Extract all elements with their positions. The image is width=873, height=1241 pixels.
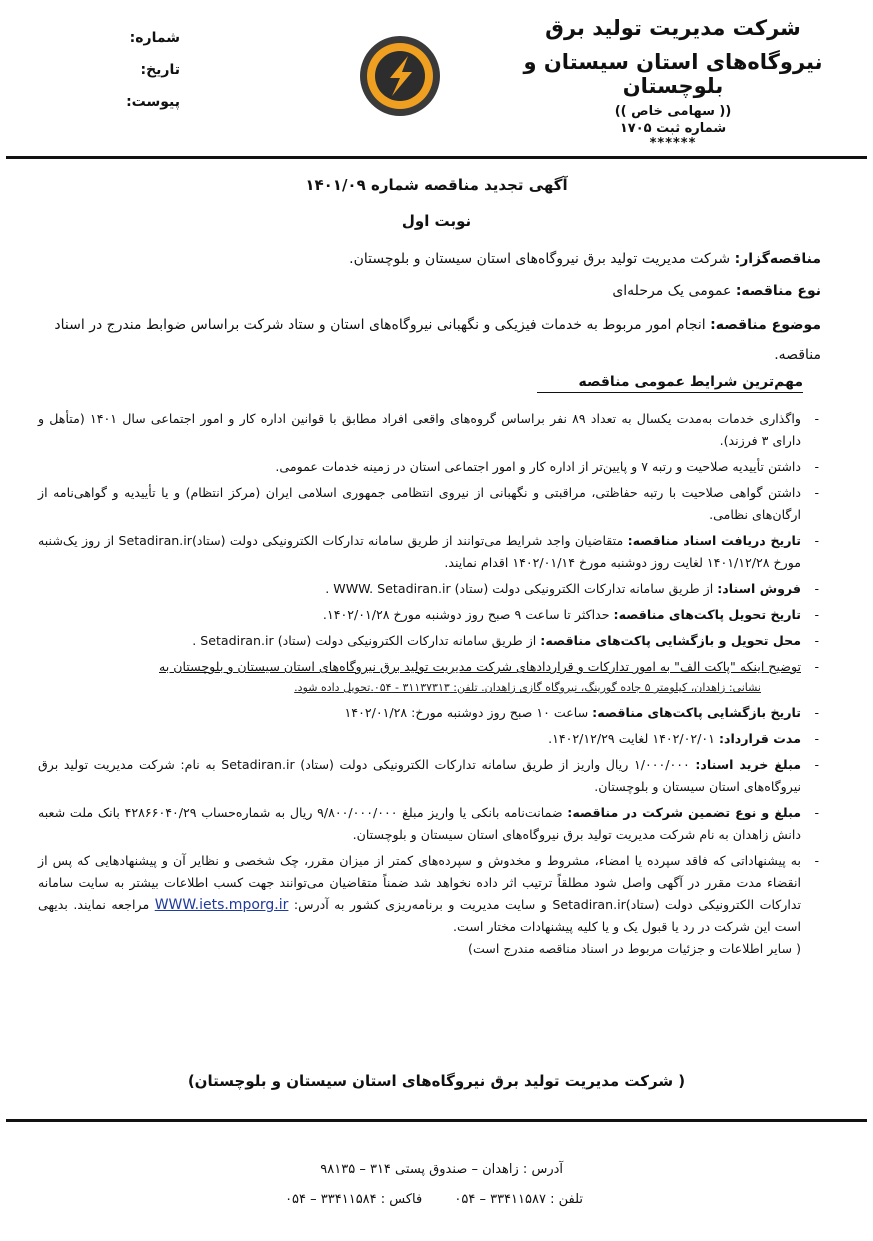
item-text: ضمانت‌نامه بانکی یا واریز مبلغ ۹/۸۰۰/۰۰۰/۰۰۰ ریال به شماره‌حساب ۴۲۸۶۶۰۴۰/۲۹ بانک ملت شعبه دانش زاهدان به نام شرکت مدیریت تولید برق نیروگاه‌های استان سیستان و بلوچستان. bbox=[38, 805, 801, 842]
item-text: داشتن گواهی صلاحیت با رتبه حفاظتی، مراقبتی و نگهبانی از نیروی انتظامی جمهوری اسلامی ایران (مرکز انتظام) و یا تأییدیه و گواهی‌نامه از ارگان‌های نظامی. bbox=[38, 485, 801, 522]
organizer-field bbox=[38, 244, 821, 274]
list-item bbox=[38, 482, 821, 526]
item-text: مراجعه نمایند. بدیهی است این شرکت در رد یا قبول یک و یا کلیه پیشنهادات مختار است. bbox=[38, 897, 801, 934]
contact-numbers bbox=[257, 1192, 583, 1207]
list-item bbox=[38, 530, 821, 574]
subject-field bbox=[38, 310, 821, 370]
item-text: ۱/۰۰۰/۰۰۰ ریال واریز از طریق سامانه تدارکات الکترونیکی دولت (ستاد) Setadiran.ir به نام: شرکت مدیریت تولید برق نیروگاه‌های استان سیستان و بلوچستان. bbox=[38, 757, 801, 794]
footer-divider bbox=[6, 1119, 867, 1122]
type-value: عمومی یک مرحله‌ای bbox=[612, 283, 732, 299]
item-text: توضیح اینکه "پاکت الف" به امور تدارکات و قراردادهای شرکت مدیریت تولید برق نیروگاه‌های استان سیستان و بلوچستان به bbox=[159, 659, 801, 674]
item-text: ۱۴۰۲/۰۲/۰۱ لغایت ۱۴۰۲/۱۲/۲۹. bbox=[548, 731, 715, 746]
item-label: تاریخ تحویل پاکت‌های مناقصه: bbox=[613, 607, 801, 622]
footer-company-name: ( شرکت مدیریت تولید برق نیروگاه‌های استان سیستان و بلوچستان) bbox=[187, 1072, 686, 1090]
item-text: به پیشنهاداتی که فاقد سپرده یا امضاء، مشروط و مخدوش و سپرده‌های کمتر از میزان مقرر، چک شخصی و نظایر آن و پیشنهادهایی که پس از انقضاء مدت مقرر در آگهی واصل شود مطلقاً ترتیب اثر داده نخواهد شد ضمناً متقاضیان می‌توانند جهت کسب اطلاعات بیشتر به سایت سامانه تدارکات الکترونیکی دولت (ستاد)Setadiran.ir و سایت مدیریت و برنامه‌ریزی کشور به آدرس: bbox=[38, 853, 801, 912]
list-item bbox=[38, 728, 821, 750]
subject-label: موضوع مناقصه: bbox=[710, 317, 821, 333]
list-item bbox=[38, 656, 821, 698]
item-text: ساعت ۱۰ صبح روز دوشنبه مورخ: ۱۴۰۲/۰۱/۲۸ bbox=[344, 705, 589, 720]
company-name-line2: نیروگاه‌های استان سیستان و بلوچستان bbox=[523, 50, 823, 98]
list-item bbox=[38, 408, 821, 452]
list-item bbox=[38, 578, 821, 600]
type-field bbox=[38, 276, 821, 306]
list-item bbox=[38, 456, 821, 478]
list-item bbox=[38, 754, 821, 798]
item-label: مبلغ و نوع تضمین شرکت در مناقصه: bbox=[567, 805, 802, 820]
notice-round: نوبت اول bbox=[401, 212, 472, 230]
item-text: از طریق سامانه تدارکات الکترونیکی دولت (ستاد) Setadiran.ir . bbox=[192, 633, 537, 648]
list-item bbox=[38, 630, 821, 652]
type-label: نوع مناقصه: bbox=[735, 283, 821, 299]
item-label: تاریخ دریافت اسناد مناقصه: bbox=[627, 533, 801, 548]
organizer-label: مناقصه‌گزار: bbox=[734, 251, 821, 267]
item-text: داشتن تأییدیه صلاحیت و رتبه ۷ و پایین‌تر از اداره کار و امور اجتماعی استان در زمینه خدمات عمومی. bbox=[275, 459, 801, 474]
delivery-address-note: نشانی: زاهدان، کیلومتر ۵ جاده گورینگ، نیروگاه گازی زاهدان. تلفن: ۳۱۱۳۷۳۱۳ - ۰۵۴.تحویل داده شود. bbox=[294, 681, 761, 694]
company-name-line1: شرکت مدیریت تولید برق bbox=[545, 16, 801, 40]
list-item bbox=[38, 802, 821, 846]
item-label: مبلغ خرید اسناد: bbox=[695, 757, 802, 772]
notice-title: آگهی تجدید مناقصه شماره ۱۴۰۱/۰۹ bbox=[305, 176, 568, 194]
list-item bbox=[38, 850, 821, 960]
subject-value: انجام امور مربوط به خدمات فیزیکی و نگهبانی نیروگاه‌های استان و ستاد شرکت براساس ضوابط مندرج در اسناد مناقصه. bbox=[54, 317, 821, 363]
item-text: از طریق سامانه تدارکات الکترونیکی دولت (ستاد) WWW. Setadiran.ir . bbox=[325, 581, 714, 596]
item-footnote: ( سایر اطلاعات و جزئیات مربوط در اسناد مناقصه مندرج است) bbox=[468, 941, 801, 956]
header-divider bbox=[6, 156, 867, 159]
postal-address: آدرس : زاهدان – صندوق پستی ۳۱۴ – ۹۸۱۳۵ bbox=[320, 1162, 563, 1177]
date-label: تاریخ: bbox=[140, 62, 180, 78]
item-label: تاریخ بازگشایی پاکت‌های مناقصه: bbox=[592, 705, 801, 720]
item-text: متقاضیان واجد شرایط می‌توانند از طریق سامانه تدارکات الکترونیکی دولت (ستاد)Setadiran.ir از روز یک‌شنبه مورخ ۱۴۰۱/۱۲/۲۸ لغایت روز دوشنبه مورخ ۱۴۰۲/۰۱/۱۴ اقدام نمایند. bbox=[38, 533, 801, 570]
fax-number: فاکس : ۳۳۴۱۱۵۸۴ – ۰۵۴ bbox=[285, 1192, 423, 1207]
iets-link[interactable]: WWW.iets.mporg.ir bbox=[154, 897, 289, 913]
list-item bbox=[38, 702, 821, 724]
number-label: شماره: bbox=[129, 30, 180, 46]
item-text: واگذاری خدمات به‌مدت یکسال به تعداد ۸۹ نفر براساس گروه‌های واقعی افراد مطابق با قوانین اداره کار و امور اجتماعی سال ۱۴۰۱ (متأهل و دارای ۳ فرزند). bbox=[38, 411, 801, 448]
company-header bbox=[503, 16, 843, 151]
conditions-heading: مهم‌ترین شرایط عمومی مناقصه bbox=[537, 374, 803, 393]
company-type: (( سهامی خاص )) bbox=[614, 104, 732, 119]
attachment-label: پیوست: bbox=[126, 94, 180, 110]
item-label: محل تحویل و بازگشایی پاکت‌های مناقصه: bbox=[540, 633, 801, 648]
conditions-list bbox=[38, 408, 821, 964]
phone-number: تلفن : ۳۳۴۱۱۵۸۷ – ۰۵۴ bbox=[454, 1192, 583, 1207]
company-logo-icon bbox=[358, 34, 442, 118]
list-item bbox=[38, 604, 821, 626]
organizer-value: شرکت مدیریت تولید برق نیروگاه‌های استان سیستان و بلوچستان. bbox=[349, 251, 731, 267]
item-text: حداکثر تا ساعت ۹ صبح روز دوشنبه مورخ ۱۴۰۲/۰۱/۲۸. bbox=[322, 607, 610, 622]
item-label: مدت قرارداد: bbox=[718, 731, 801, 746]
document-meta bbox=[100, 30, 180, 126]
registration-number: شماره ثبت ۱۷۰۵ bbox=[619, 121, 727, 136]
stars: ****** bbox=[649, 136, 697, 151]
item-label: فروش اسناد: bbox=[717, 581, 801, 596]
